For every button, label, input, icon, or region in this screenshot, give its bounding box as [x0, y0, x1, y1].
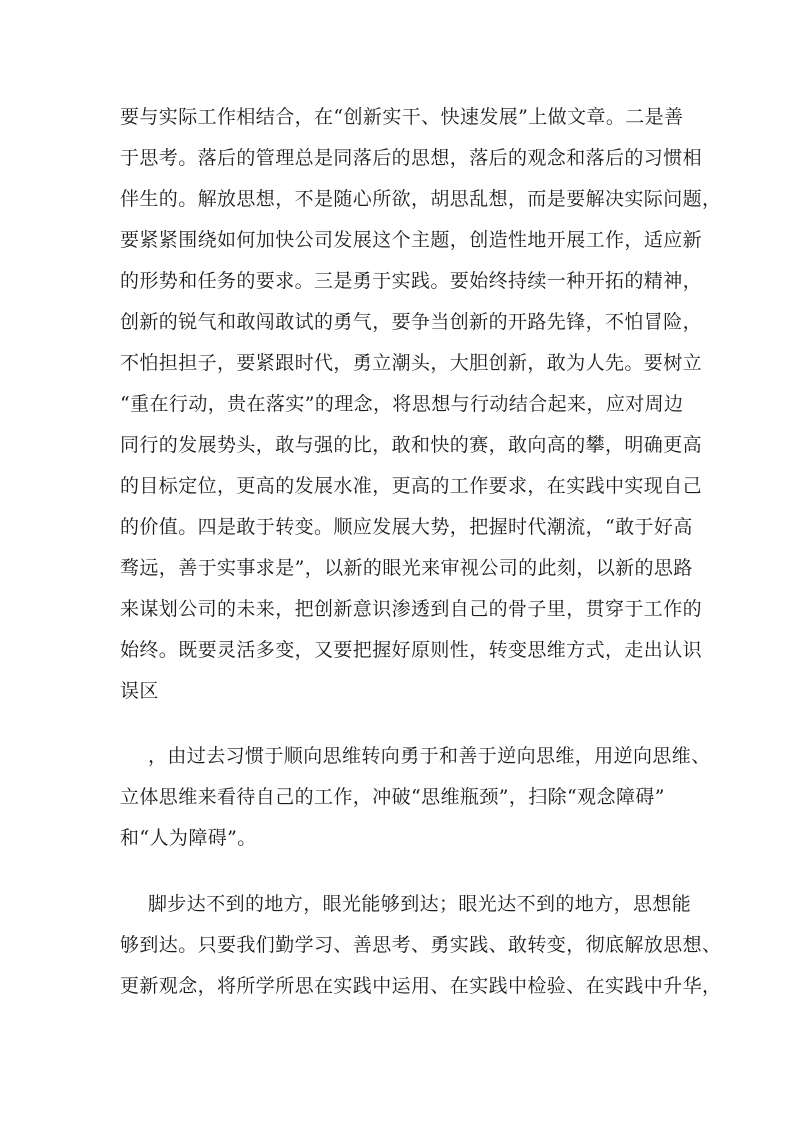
paragraph-1-line-3: 伴生的。解放思想，不是随心所欲，胡思乱想，而是要解决实际问题， — [120, 188, 722, 210]
paragraph-1-line-11: 的价值。四是敢于转变。顺应发展大势，把握时代潮流，“敢于好高 — [120, 516, 693, 538]
paragraph-2-line-3: 和“人为障碍”。 — [120, 827, 257, 849]
paragraph-1-line-9: 同行的发展势头，敢与强的比，敢和快的赛，敢向高的攀，明确更高 — [120, 434, 703, 456]
paragraph-1-line-1: 要与实际工作相结合，在“创新实干、快速发展”上做文章。二是善 — [120, 106, 684, 128]
paragraph-1-line-6: 创新的锐气和敢闯敢试的勇气，要争当创新的开路先锋，不怕冒险， — [120, 311, 703, 333]
paragraph-1-line-10: 的目标定位，更高的发展水准，更高的工作要求，在实践中实现自己 — [120, 475, 703, 497]
paragraph-2-line-1: ，由过去习惯于顺向思维转向勇于和善于逆向思维，用逆向思维、 — [148, 745, 711, 767]
paragraph-3-line-3: 更新观念，将所学所思在实践中运用、在实践中检验、在实践中升华， — [120, 975, 722, 997]
paragraph-1-line-12: 骛远，善于实事求是”，以新的眼光来审视公司的此刻，以新的思路 — [120, 557, 693, 579]
paragraph-1-line-5: 的形势和任务的要求。三是勇于实践。要始终持续一种开拓的精神， — [120, 270, 703, 292]
paragraph-1-line-15: 误区 — [120, 680, 159, 702]
paragraph-1-line-8: “重在行动，贵在落实”的理念，将思想与行动结合起来，应对周边 — [120, 393, 684, 415]
paragraph-2-line-2: 立体思维来看待自己的工作，冲破“思维瓶颈”，扫除“观念障碍” — [120, 786, 665, 808]
paragraph-1-line-7: 不怕担担子，要紧跟时代，勇立潮头，大胆创新，敢为人先。要树立 — [120, 352, 703, 374]
paragraph-1-line-13: 来谋划公司的未来，把创新意识渗透到自己的骨子里，贯穿于工作的 — [120, 598, 703, 620]
paragraph-1-line-2: 于思考。落后的管理总是同落后的思想，落后的观念和落后的习惯相 — [120, 147, 703, 169]
paragraph-1-line-14: 始终。既要灵活多变，又要把握好原则性，转变思维方式，走出认识 — [120, 639, 703, 661]
paragraph-3-line-1: 脚步达不到的地方，眼光能够到达；眼光达不到的地方，思想能 — [148, 893, 692, 915]
paragraph-3-line-2: 够到达。只要我们勤学习、善思考、勇实践、敢转变，彻底解放思想、 — [120, 934, 722, 956]
paragraph-1-line-4: 要紧紧围绕如何加快公司发展这个主题，创造性地开展工作，适应新 — [120, 229, 703, 251]
